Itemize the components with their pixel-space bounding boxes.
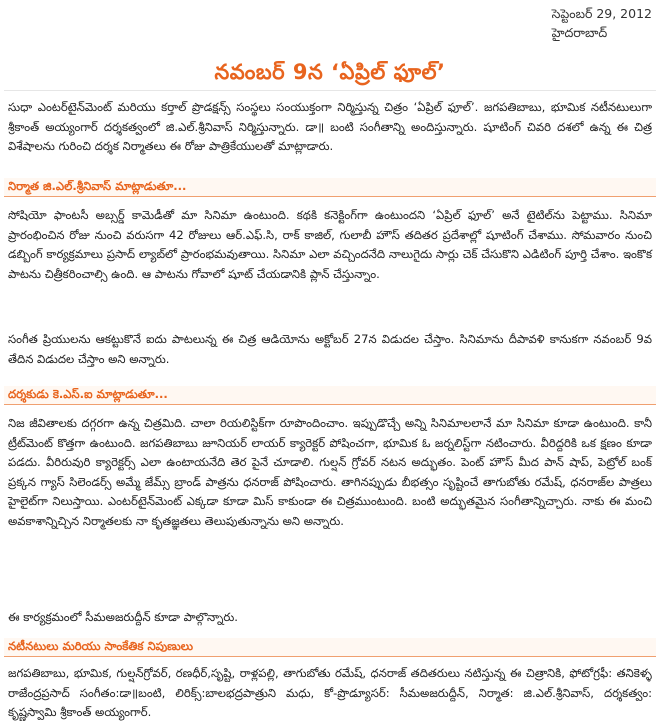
section-heading-label: నిర్మాత జి.ఎల్.శ్రీనివాస్ మాట్లాడుతూ... xyxy=(8,179,187,193)
dateline xyxy=(552,4,652,42)
producer-paragraph-1: సోషియో ఫాంటసీ అబ్సర్డ్ కామెడీతో మా సినిమా ఉంటుంది. కథకి కనెక్టింగ్‌గా ఉంటుందని ‘ఏప్రిల్ ఫూల్’ అనే టైటిల్‌ను పెట్టాము. సినిమా ప్రారంభించిన రోజు నుంచి వరుసగా 42 రోజులు ఆర్.ఎఫ్.సి, రాక్ కాజిల్, గులాబీ హౌస్ తదితర ప్రదేశాల్లో షూటింగ్ చేశాము. సోమవారం నుంచి డబ్బింగ్ కార్యక్రమాలు ప్రసాద్ ల్యాబ్‌లో ప్రారంభమవుతాయి. సినిమా ఎలా వచ్చిందనేది నాలుగైదు సార్లు చెక్ చేసుకొని ఎడిటింగ్ పూర్తి చేశాం. ఇంకొక పాటను చిత్రీకరించాల్సి ఉంది. ఆ పాటను గోవాలో షూట్ చేయడానికి ప్లాన్ చేస్తున్నాం. xyxy=(8,208,652,281)
intro-paragraph: సుధా ఎంటర్‌టైన్‌మెంట్ మరియు కర్తాల్ ప్రొడక్షన్స్ సంస్థలు సంయుక్తంగా నిర్మిస్తున్న చిత్రం ‘ఏప్రిల్ ఫూల్’. జగపతిబాబు, భూమిక నటీనటులుగా శ్రీకాంత్ అయ్యంగార్ దర్శకత్వంలో జి.ఎల్.శ్రీనివాస్ నిర్మిస్తున్నారు. డా॥ బంటి సంగీతాన్ని అందిస్తున్నారు. షూటింగ్ చివరి దశలో ఉన్న ఈ చిత్ర విశేషాలను గురించి దర్శక నిర్మాతలు ఈ రోజు పాత్రికేయులతో మాట్లాడారు. xyxy=(8,100,652,154)
section-heading-director xyxy=(4,386,656,405)
date-text: సెప్టెంబర్ 29, 2012 xyxy=(551,6,652,21)
director-paragraph-1: నిజ జీవితాలకు దగ్గరగా ఉన్న చిత్రమిది. చాలా రియలిస్టిక్‌గా రూపొందించాం. ఇప్పుడొచ్చే అన్ని సినిమాలలానే మా సినిమా కూడా ఉంటుంది. కానీ ట్రీట్‌మెంట్ కొత్తగా ఉంటుంది. జగపతిబాబు జూనియర్ లాయర్ క్యారెక్టర్ పోషించగా, భూమిక ఓ జర్నలిస్ట్‌గా నటించారు. వీరిద్దరికి ఒక క్షణం కూడా పడదు. వీరిరువురి క్యారెక్టర్స్ ఎలా ఉంటాయనేది తెర పైనే చూడాలి. గుల్షన్ గ్రోవర్ నటన అద్భుతం. పెంట్ హౌస్ మీద పాన్ షాప్, పెట్రోల్ బంక్ ప్రక్కన గ్యాస్ సిలెండర్స్ అమ్మే జేమ్స్ బ్రాండ్ పాత్రను ధనరాజ్ పోషించారు. తాగినప్పుడు బీభత్సం సృష్టించే తాగుబోతు రమేష్, ధనరాజ్‌ల పాత్రలు హైలైట్‌గా నిలుస్తాయి. ఎంటర్‌టైన్‌మెంట్ ఎక్కడా కూడా మిస్ కాకుండా ఈ చిత్రముంటుంది. బంటి అద్భుతమైన సంగీతాన్నిచ్చారు. నాకు ఈ మంచి అవకాశాన్నిచ్చిన నిర్మాతలకు నా కృతజ్ఞతలు తెలుపుతున్నాను అని అన్నారు. xyxy=(8,416,652,528)
divider xyxy=(4,90,656,91)
producer-paragraph-2: సంగీత ప్రియులను ఆకట్టుకొనే ఐదు పాటలున్న ఈ చిత్ర ఆడియోను అక్టోబర్ 27న విడుదల చేస్తాం. సినిమాను దీపావళి కానుకగా నవంబర్ 9వ తేదిన విడుదల చేస్తాం అని అన్నారు. xyxy=(8,332,652,366)
cast-crew-paragraph: జగపతిబాబు, భూమిక, గుల్షన్‌గ్రోవర్, రణధీర్,సృష్టి, రాళ్లపల్లి, తాగుబోతు రమేష్, ధనరాజ్ తదితరులు నటిస్తున్న ఈ చిత్రానికి, ఫోటోగ్రఫీ: తనికెళ్ళ రాజేంద్రప్రసాద్ సంగీతం:డా॥బంటి, లిరిక్స్:బాలభద్రపాత్రుని మధు, కో-ప్రొడ్యూసర్: సీమఅజరుద్దీన్, నిర్మాత: జి.ఎల్.శ్రీనివాస్, దర్శకత్వం: కృష్ణస్వామి శ్రీకాంత్ అయ్యంగార్. xyxy=(8,666,652,720)
section-heading-label: దర్శకుడు కె.ఎస్.ఐ మాట్లాడుతూ... xyxy=(8,387,168,401)
director-paragraph-2: ఈ కార్యక్రమంలో సీమఅజరుద్దీన్ కూడా పాల్గొన్నారు. xyxy=(8,610,238,624)
section-heading-label: నటీనటులు మరియు సాంకేతిక నిపుణులు xyxy=(8,639,193,653)
section-heading-cast-crew xyxy=(4,638,656,657)
page-title: నవంబర్ 9న ‘ఏప్రిల్ ఫూల్’ xyxy=(214,60,446,84)
section-heading-producer xyxy=(4,178,656,197)
place-text: హైదరాబాద్ xyxy=(551,25,608,40)
